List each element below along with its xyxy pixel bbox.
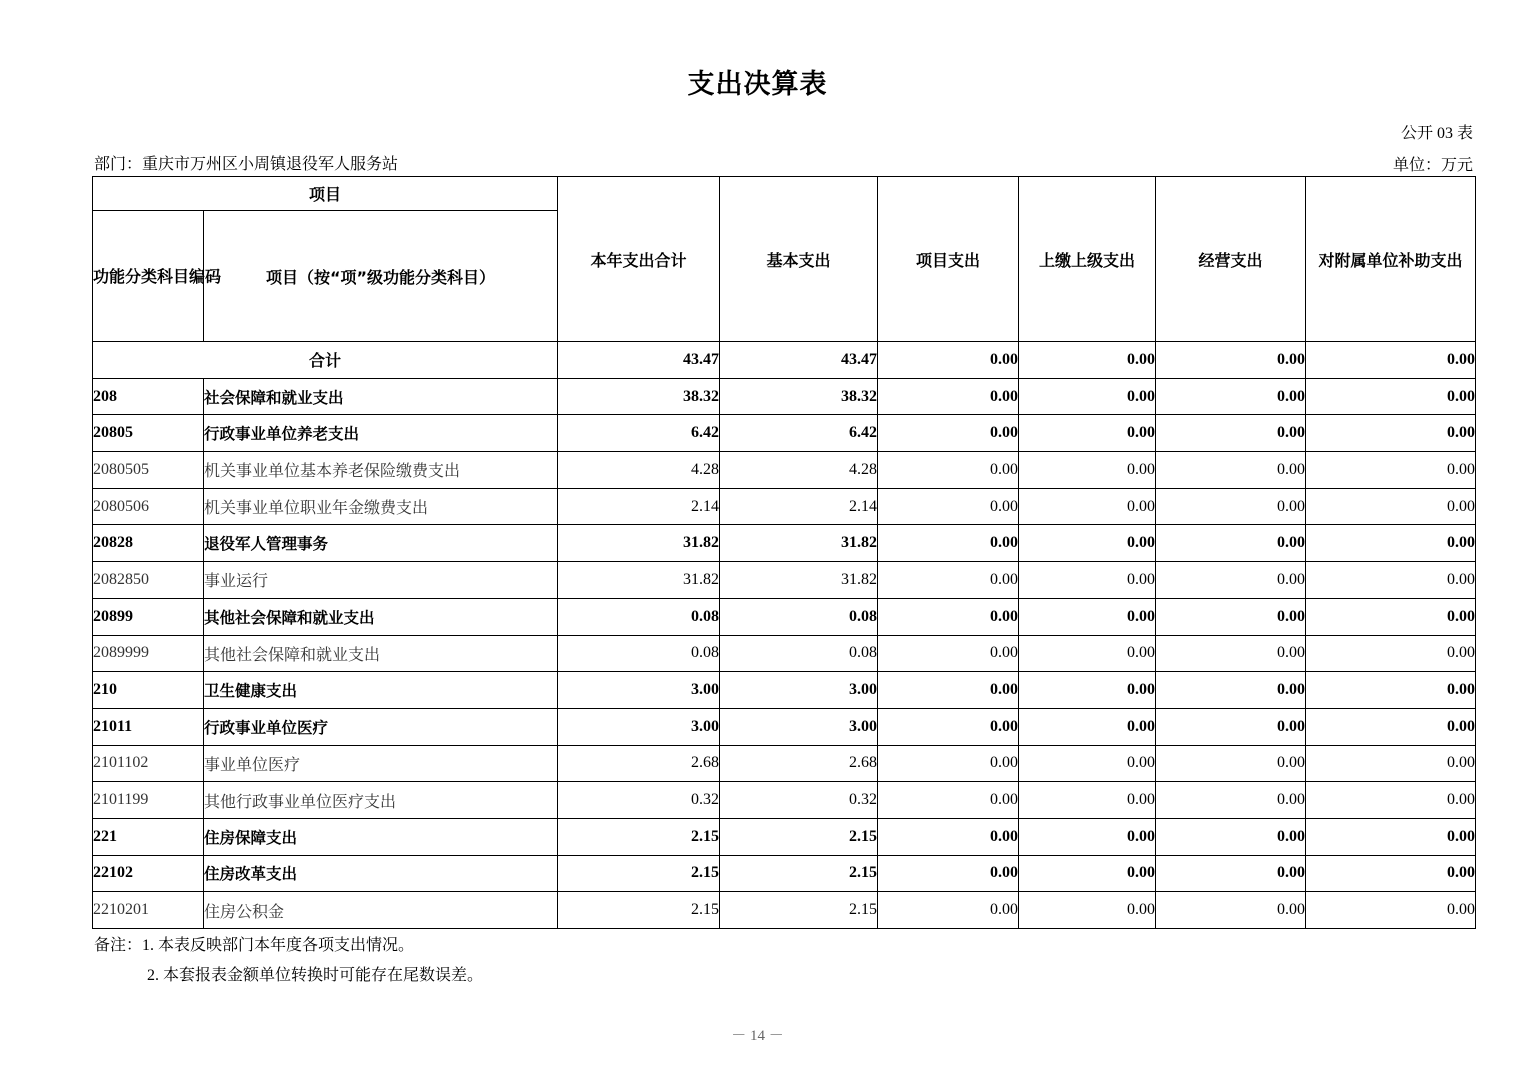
row-value: 0.00	[1156, 452, 1306, 489]
row-value: 0.00	[1306, 855, 1476, 892]
row-value: 0.00	[1019, 415, 1156, 452]
header-code: 功能分类科目编码	[93, 211, 204, 342]
row-value: 31.82	[720, 562, 878, 599]
row-value: 0.00	[1019, 892, 1156, 929]
row-value: 3.00	[558, 708, 720, 745]
row-value: 0.00	[878, 488, 1019, 525]
row-value: 0.00	[1019, 745, 1156, 782]
row-value: 0.00	[1019, 525, 1156, 562]
table-row	[93, 378, 1476, 415]
total-cell: 43.47	[558, 342, 720, 379]
row-value: 0.08	[558, 598, 720, 635]
expenditure-table	[92, 176, 1476, 929]
row-name: 退役军人管理事务	[204, 525, 558, 562]
row-value: 0.00	[1156, 415, 1306, 452]
row-code: 20805	[93, 415, 204, 452]
table-row	[93, 745, 1476, 782]
row-value: 0.00	[1306, 598, 1476, 635]
row-value: 0.00	[878, 415, 1019, 452]
header-subsidy: 对附属单位补助支出	[1306, 177, 1476, 342]
table-row	[93, 672, 1476, 709]
row-value: 0.00	[1306, 488, 1476, 525]
row-code: 2210201	[93, 892, 204, 929]
row-value: 6.42	[720, 415, 878, 452]
row-value: 0.00	[1156, 892, 1306, 929]
row-value: 0.00	[1019, 488, 1156, 525]
header-upper: 上缴上级支出	[1019, 177, 1156, 342]
row-name: 住房保障支出	[204, 818, 558, 855]
row-value: 31.82	[558, 525, 720, 562]
row-value: 2.14	[558, 488, 720, 525]
row-name: 住房公积金	[204, 892, 558, 929]
row-value: 0.00	[1156, 782, 1306, 819]
row-value: 38.32	[558, 378, 720, 415]
table-row	[93, 635, 1476, 672]
total-cell: 0.00	[878, 342, 1019, 379]
row-value: 0.32	[720, 782, 878, 819]
row-code: 210	[93, 672, 204, 709]
row-value: 0.00	[1019, 782, 1156, 819]
table-row	[93, 525, 1476, 562]
row-value: 0.00	[878, 855, 1019, 892]
row-value: 6.42	[558, 415, 720, 452]
row-value: 0.00	[878, 635, 1019, 672]
row-code: 2082850	[93, 562, 204, 599]
row-value: 0.00	[1306, 635, 1476, 672]
total-cell: 0.00	[1156, 342, 1306, 379]
row-value: 0.00	[1156, 488, 1306, 525]
row-value: 0.00	[1156, 598, 1306, 635]
row-value: 0.00	[1156, 635, 1306, 672]
row-value: 2.15	[720, 818, 878, 855]
table-row	[93, 818, 1476, 855]
row-name: 其他社会保障和就业支出	[204, 635, 558, 672]
row-name: 卫生健康支出	[204, 672, 558, 709]
row-value: 0.08	[558, 635, 720, 672]
row-value: 0.00	[1019, 452, 1156, 489]
row-name: 其他社会保障和就业支出	[204, 598, 558, 635]
row-value: 0.00	[1306, 782, 1476, 819]
table-row	[93, 562, 1476, 599]
row-code: 20828	[93, 525, 204, 562]
table-code: 公开 03 表	[1400, 125, 1473, 142]
table-row	[93, 782, 1476, 819]
row-value: 0.00	[1156, 818, 1306, 855]
row-code: 2080506	[93, 488, 204, 525]
row-value: 0.00	[1019, 598, 1156, 635]
row-value: 31.82	[558, 562, 720, 599]
unit-label: 单位：万元	[1392, 157, 1473, 174]
row-code: 20899	[93, 598, 204, 635]
row-code: 21011	[93, 708, 204, 745]
row-value: 0.00	[878, 672, 1019, 709]
row-code: 2089999	[93, 635, 204, 672]
page-title: 支出决算表	[687, 69, 828, 100]
row-value: 0.00	[1156, 525, 1306, 562]
row-value: 3.00	[720, 672, 878, 709]
row-value: 0.00	[1306, 415, 1476, 452]
total-cell: 0.00	[1306, 342, 1476, 379]
header-project: 项目支出	[878, 177, 1019, 342]
table-row	[93, 488, 1476, 525]
row-name: 社会保障和就业支出	[204, 378, 558, 415]
row-value: 0.08	[720, 635, 878, 672]
row-value: 0.00	[1306, 525, 1476, 562]
row-value: 0.00	[1019, 708, 1156, 745]
row-value: 2.68	[558, 745, 720, 782]
row-value: 0.00	[878, 745, 1019, 782]
row-value: 0.00	[878, 782, 1019, 819]
header-total: 本年支出合计	[558, 177, 720, 342]
row-value: 2.15	[558, 892, 720, 929]
row-value: 0.00	[1019, 672, 1156, 709]
row-value: 0.00	[1306, 745, 1476, 782]
row-code: 208	[93, 378, 204, 415]
total-row	[93, 342, 1476, 379]
row-value: 0.08	[720, 598, 878, 635]
row-value: 31.82	[720, 525, 878, 562]
row-value: 38.32	[720, 378, 878, 415]
total-cell: 0.00	[1019, 342, 1156, 379]
row-value: 0.00	[1306, 562, 1476, 599]
row-name: 机关事业单位职业年金缴费支出	[204, 488, 558, 525]
department-label: 部门：重庆市万州区小周镇退役军人服务站	[94, 156, 399, 173]
row-name: 行政事业单位医疗	[204, 708, 558, 745]
row-code: 2101199	[93, 782, 204, 819]
row-value: 2.15	[720, 892, 878, 929]
row-value: 0.00	[1306, 892, 1476, 929]
row-value: 0.00	[878, 525, 1019, 562]
row-name: 行政事业单位养老支出	[204, 415, 558, 452]
row-value: 0.00	[1156, 378, 1306, 415]
page-number: － 14 －	[731, 1028, 784, 1044]
row-name: 机关事业单位基本养老保险缴费支出	[204, 452, 558, 489]
table-row	[93, 892, 1476, 929]
row-name: 住房改革支出	[204, 855, 558, 892]
header-basic: 基本支出	[720, 177, 878, 342]
row-value: 3.00	[558, 672, 720, 709]
row-value: 0.00	[1156, 745, 1306, 782]
row-code: 2080505	[93, 452, 204, 489]
table-row	[93, 415, 1476, 452]
row-value: 0.00	[1019, 378, 1156, 415]
row-name: 其他行政事业单位医疗支出	[204, 782, 558, 819]
row-value: 0.00	[878, 892, 1019, 929]
row-value: 0.00	[1156, 672, 1306, 709]
row-value: 0.00	[1156, 562, 1306, 599]
row-value: 0.00	[1019, 855, 1156, 892]
row-value: 4.28	[558, 452, 720, 489]
row-value: 2.15	[558, 855, 720, 892]
row-value: 4.28	[720, 452, 878, 489]
row-value: 0.00	[1306, 452, 1476, 489]
row-value: 0.00	[878, 818, 1019, 855]
table-row	[93, 452, 1476, 489]
row-value: 0.00	[1156, 708, 1306, 745]
header-name: 项目（按“项”级功能分类科目）	[204, 211, 558, 342]
note-2: 2. 本套报表金额单位转换时可能存在尾数误差。	[147, 967, 484, 984]
row-value: 0.00	[1306, 708, 1476, 745]
row-value: 0.00	[878, 708, 1019, 745]
row-value: 0.00	[1019, 562, 1156, 599]
row-value: 2.15	[720, 855, 878, 892]
row-value: 0.00	[1306, 672, 1476, 709]
row-code: 221	[93, 818, 204, 855]
row-value: 3.00	[720, 708, 878, 745]
total-cell: 43.47	[720, 342, 878, 379]
row-name: 事业运行	[204, 562, 558, 599]
total-label: 合计	[93, 342, 558, 379]
row-value: 0.00	[1156, 855, 1306, 892]
row-value: 0.00	[1306, 378, 1476, 415]
row-value: 0.00	[1019, 635, 1156, 672]
row-value: 0.00	[878, 452, 1019, 489]
row-code: 2101102	[93, 745, 204, 782]
row-value: 0.00	[878, 562, 1019, 599]
row-value: 2.14	[720, 488, 878, 525]
row-value: 2.15	[558, 818, 720, 855]
row-name: 事业单位医疗	[204, 745, 558, 782]
row-value: 0.32	[558, 782, 720, 819]
table-row	[93, 598, 1476, 635]
row-value: 2.68	[720, 745, 878, 782]
row-code: 22102	[93, 855, 204, 892]
row-value: 0.00	[878, 378, 1019, 415]
table-row	[93, 708, 1476, 745]
table-row	[93, 855, 1476, 892]
header-project-group: 项目	[93, 177, 558, 211]
note-1: 备注：1. 本表反映部门本年度各项支出情况。	[94, 937, 415, 954]
row-value: 0.00	[1306, 818, 1476, 855]
row-value: 0.00	[878, 598, 1019, 635]
row-value: 0.00	[1019, 818, 1156, 855]
header-business: 经营支出	[1156, 177, 1306, 342]
